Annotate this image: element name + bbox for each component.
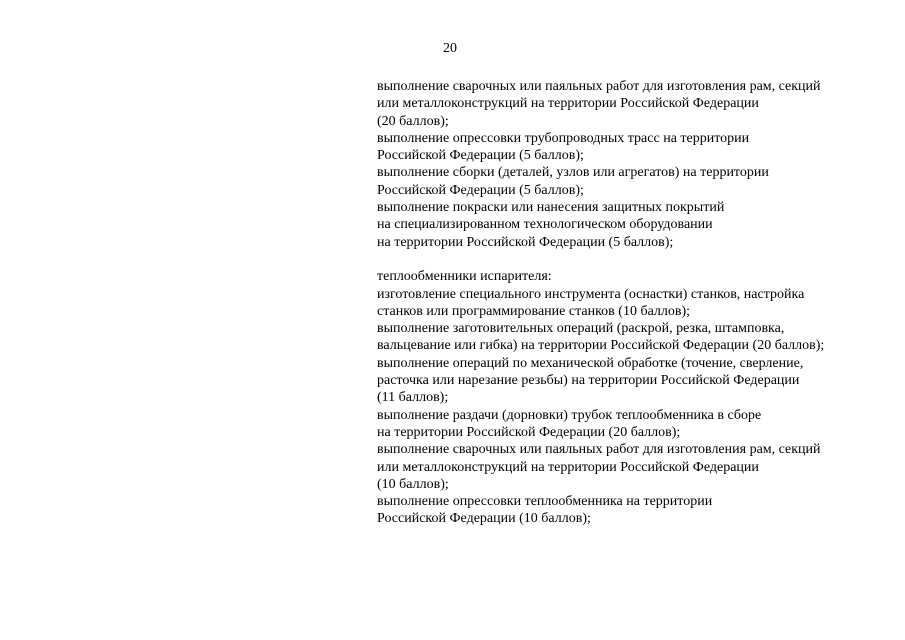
- section-1: [377, 78, 877, 251]
- section-2: [377, 268, 877, 527]
- text-line: расточка или нарезание резьбы) на территории Российской Федерации: [377, 373, 800, 389]
- document-body: [377, 78, 877, 528]
- text-line: выполнение опрессовки теплообменника на территории: [377, 494, 713, 510]
- text-line: выполнение покраски или нанесения защитных покрытий: [377, 200, 725, 216]
- text-line: выполнение раздачи (дорновки) трубок теплообменника в сборе: [377, 407, 762, 423]
- text-line: выполнение опрессовки трубопроводных трасс на территории: [377, 130, 750, 146]
- text-line: выполнение операций по механической обработке (точение, сверление,: [377, 355, 804, 371]
- text-line: Российской Федерации (10 баллов);: [377, 511, 591, 527]
- text-line: на территории Российской Федерации (5 баллов);: [377, 234, 674, 250]
- section-heading: теплообменники испарителя:: [377, 269, 552, 285]
- text-line: выполнение сборки (деталей, узлов или агрегатов) на территории: [377, 165, 769, 181]
- text-line: станков или программирование станков (10 баллов);: [377, 303, 691, 319]
- text-line: изготовление специального инструмента (оснастки) станков, настройка: [377, 286, 805, 302]
- text-line: (20 баллов);: [377, 113, 449, 129]
- text-line: на специализированном технологическом оборудовании: [377, 217, 713, 233]
- paragraph-spacer: [377, 251, 877, 268]
- text-line: (10 баллов);: [377, 476, 449, 492]
- text-line: Российской Федерации (5 баллов);: [377, 148, 584, 164]
- text-line: выполнение сварочных или паяльных работ для изготовления рам, секций: [377, 442, 821, 458]
- text-line: (11 баллов);: [377, 390, 449, 406]
- text-line: вальцевание или гибка) на территории Российской Федерации (20 баллов);: [377, 338, 825, 354]
- text-line: Российской Федерации (5 баллов);: [377, 182, 584, 198]
- page-number: 20: [443, 41, 457, 56]
- text-line: выполнение заготовительных операций (раскрой, резка, штамповка,: [377, 321, 785, 337]
- text-line: или металлоконструкций на территории Российской Федерации: [377, 459, 759, 475]
- text-line: выполнение сварочных или паяльных работ для изготовления рам, секций: [377, 79, 821, 94]
- text-line: на территории Российской Федерации (20 баллов);: [377, 424, 681, 440]
- text-line: или металлоконструкций на территории Российской Федерации: [377, 96, 759, 112]
